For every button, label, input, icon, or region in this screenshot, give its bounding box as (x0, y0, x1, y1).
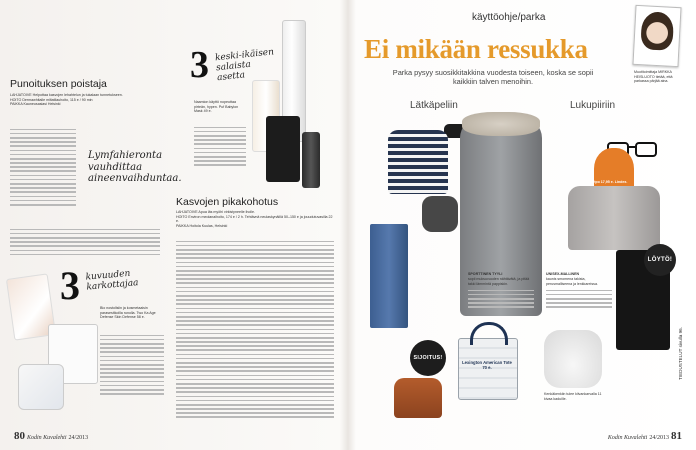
sporttinen-title: SPORTTINEN TYYLI (468, 272, 503, 276)
punoitus-hoito: HOITO Dermawhitalle miltatilauhoito, 115 e / 90 min (10, 97, 93, 102)
grey-knit-sweater-image (568, 186, 660, 250)
punoitus-lahjatoive: LAHJATOIVE Helpottaa kasvojen lehahtelun ja tukalaan tunnetukseen. (10, 93, 123, 97)
left-magazine-name: Kodin Kuvalehti (27, 435, 67, 441)
column-heading-right: Lukupiiriin (570, 100, 616, 111)
jeans-image (370, 224, 408, 328)
kasvojen-hoito: HOITO Environ meolanaihoito, 174 e / 2 h. Tehtävnä neulaskynäillä 50–150 e ja jouudutuvasilla 22 e. (176, 214, 333, 224)
unisex-text: kaunis smomena takista, perusmalliseena ja lenkkareissa. (546, 277, 598, 286)
headline: Ei mikään ressukka (364, 34, 588, 64)
article-punoitus (10, 78, 182, 184)
pipo-caption: Pipo 17,95 e. Lindex. (592, 180, 628, 184)
unisex-title: UNISEX-MALLINEN (546, 272, 580, 276)
tote-bag-label: Lexington American Tote 70 e. (462, 360, 512, 370)
loyto-badge: LÖYTÖ! (644, 244, 676, 276)
section-tag: käyttöohje/parka (472, 12, 546, 23)
author-portrait (632, 5, 681, 67)
pump-bottle-image (302, 132, 320, 188)
dark-box-image (266, 116, 300, 182)
punoitus-body (10, 126, 76, 228)
white-sneakers-image (544, 330, 602, 388)
author-face-image (640, 11, 674, 51)
sporttinen-text: sopii muksuvuoden nähtävätä, ja pitää takki lämmintä pappiskin. (468, 277, 530, 286)
right-page (348, 0, 696, 450)
sporttinen-more-text (468, 287, 534, 317)
kasvojen-title: Kasvojen pikakohotus (176, 196, 279, 208)
left-issue: 24/2013 (68, 435, 89, 441)
box-salaista-asetta (176, 20, 326, 190)
kuvuuden-number: 3 (60, 263, 80, 308)
column-heading-left: Lätkäpeliin (410, 100, 458, 111)
striped-sweater-image (388, 130, 448, 194)
kasvojen-paikka: PAIKKA Hoitola Kuulas, Helsinki (176, 223, 228, 228)
kasvojen-body (176, 238, 334, 438)
gloves-image (422, 196, 458, 232)
right-issue: 24/2013 (649, 435, 669, 441)
right-footer (608, 430, 682, 442)
sijoitus-badge: SIJOITUS! (410, 340, 446, 376)
author-caption: Muotitoimittaja MIRKKA HEISLUOTO tietää, että parkassa pärjää aina. (634, 70, 673, 84)
blue-jar-image (18, 364, 64, 410)
right-magazine-name: Kodin Kuvalehti (607, 435, 648, 441)
kuvuuden-more-text (100, 332, 164, 422)
right-side-label: TIEDUSTELUT sivulla 96. (678, 326, 683, 380)
article-kasvojen (176, 196, 334, 228)
punoitus-title: Punoituksen poistaja (10, 78, 107, 90)
left-page-number: 80 (14, 430, 25, 442)
kasvojen-lahjatoive: LAHJATOIVE Apua läs myöhi virkistyneelle iholle. (176, 210, 255, 214)
deck: Parka pysyy suosikkitakkina vuodesta toiseen, koska se sopii kaikkiin talven menoihin. (392, 68, 594, 86)
unisex-more-text (546, 287, 612, 317)
box3-number: 3 (190, 44, 209, 86)
box3-label: keski-ikäisen salaista asetta (214, 47, 275, 84)
box3-more-text (194, 124, 246, 184)
shoes-caption: Kenkäkenkiin tulee kiivankarvalla 11 kivaa kaduille. (544, 392, 602, 401)
punoitus-paikka: PAIKKA Kauneusasiasi Helsinki (10, 102, 61, 107)
kuvuuden-text: Bio nostollsiin ja kosmetaaisin parasesitkoilla runolla. Two Ka Age Defense Skin Defense 58 e. (100, 306, 156, 320)
left-footer (14, 430, 88, 442)
brown-boots-image (394, 378, 442, 418)
tote-bag-handle (470, 322, 508, 345)
kuvuuden-label: kuvuuden karkottajaa (85, 268, 139, 293)
box3-text: Naamion käyttö nopeuttaa pirteän, hypen. Puf Babylon Mask 49 e. (194, 100, 239, 114)
parka-fur-hood-image (462, 112, 540, 136)
pullquote: Lymfahieronta vauhdittaa aineenvaihduntaa. (88, 150, 182, 184)
right-page-number: 81 (671, 430, 682, 442)
box-kuvuuden (8, 260, 168, 430)
